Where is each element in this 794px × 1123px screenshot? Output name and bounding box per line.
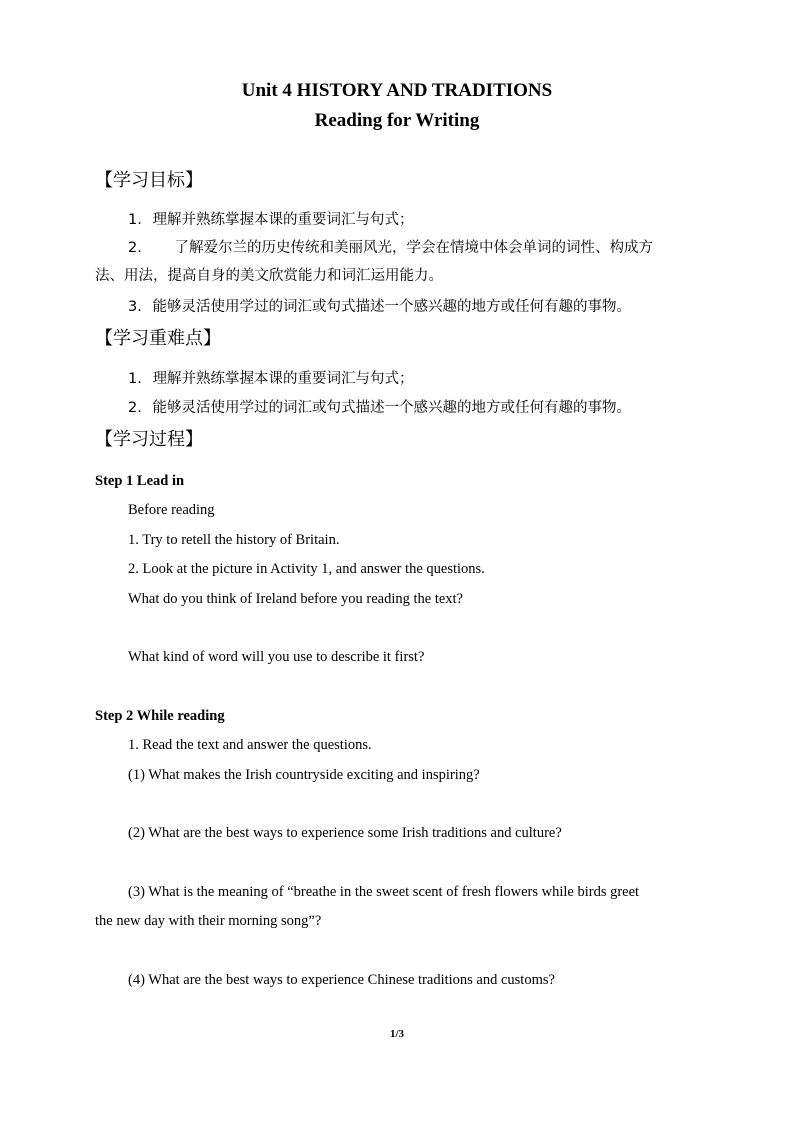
objectives-heading: 【学习目标】 (95, 170, 203, 191)
step2-question: (4) What are the best ways to experience Chinese traditions and customs? (128, 972, 555, 988)
step1-question: 1. Try to retell the history of Britain. (128, 532, 340, 548)
page-number: 1/3 (389, 1028, 405, 1040)
step1-question: What do you think of Ireland before you reading the text? (128, 591, 463, 607)
objective-number: 3. (128, 299, 142, 315)
key-point-number: 2. (128, 400, 142, 416)
step1-question: 2. Look at the picture in Activity 1, and answer the questions. (128, 561, 485, 577)
objective-number: 2. (128, 240, 142, 256)
objective-item (128, 300, 631, 315)
step2-intro: 1. Read the text and answer the questions. (128, 737, 372, 753)
objective-text: 能够灵活使用学过的词汇或句式描述一个感兴趣的地方或任何有趣的事物。 (152, 299, 631, 315)
key-point-item (128, 401, 631, 416)
document-title: Unit 4 HISTORY AND TRADITIONS (241, 80, 553, 101)
step2-title: Step 2 While reading (95, 708, 225, 724)
objective-text-continuation: 法、用法，提高自身的美文欣赏能力和词汇运用能力。 (95, 268, 443, 284)
key-point-text: 能够灵活使用学过的词汇或句式描述一个感兴趣的地方或任何有趣的事物。 (152, 400, 631, 416)
step1-before-reading: Before reading (128, 502, 215, 518)
step1-question: What kind of word will you use to describe it first? (128, 649, 425, 665)
step1-title: Step 1 Lead in (95, 473, 185, 489)
step2-question: (1) What makes the Irish countryside exciting and inspiring? (128, 767, 480, 783)
step2-question: (3) What is the meaning of “breathe in the sweet scent of fresh flowers while birds greet (128, 884, 640, 900)
objective-item (128, 241, 653, 256)
objective-item (128, 213, 413, 228)
step2-question: (2) What are the best ways to experience some Irish traditions and culture? (128, 825, 562, 841)
key-point-item (128, 372, 413, 387)
key-point-number: 1. (128, 371, 142, 387)
document-subtitle: Reading for Writing (314, 110, 480, 131)
objective-number: 1. (128, 212, 142, 228)
key-points-heading: 【学习重难点】 (95, 328, 221, 349)
key-point-text: 理解并熟练掌握本课的重要词汇与句式； (152, 371, 414, 387)
step2-question-continuation: the new day with their morning song”? (95, 913, 322, 929)
process-heading: 【学习过程】 (95, 429, 203, 450)
objective-text: 理解并熟练掌握本课的重要词汇与句式； (152, 212, 414, 228)
objective-text: 了解爱尔兰的历史传统和美丽风光，学会在情境中体会单词的词性、构成方 (174, 240, 653, 256)
